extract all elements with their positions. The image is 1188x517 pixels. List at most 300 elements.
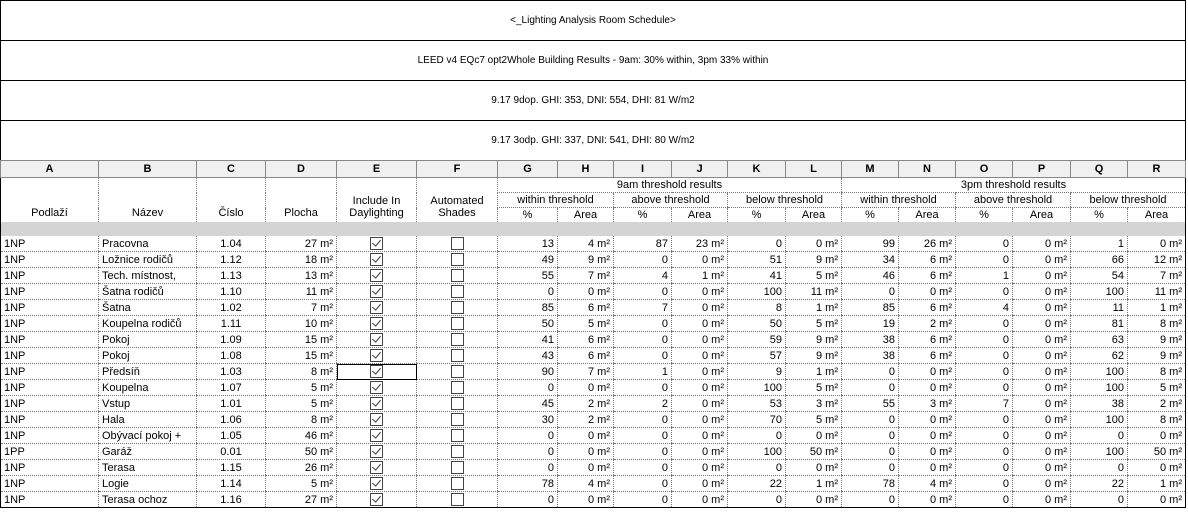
cell-j[interactable]: 0 m² <box>672 444 728 460</box>
cell-h[interactable]: 4 m² <box>558 236 614 252</box>
table-row[interactable] <box>1 492 1186 508</box>
cell-l[interactable]: 9 m² <box>786 348 842 364</box>
cell-m[interactable]: 0 <box>842 284 899 300</box>
cell-i[interactable]: 0 <box>614 444 672 460</box>
cell-c[interactable]: 1.02 <box>197 300 266 316</box>
cell-a[interactable]: 1NP <box>1 476 99 492</box>
cell-b[interactable]: Koupelna <box>99 380 197 396</box>
cell-l[interactable]: 9 m² <box>786 332 842 348</box>
cell-q[interactable]: 22 <box>1071 476 1128 492</box>
cell-m[interactable]: 55 <box>842 396 899 412</box>
checkbox-checked[interactable] <box>370 349 383 362</box>
cell-m[interactable]: 38 <box>842 348 899 364</box>
cell-j[interactable]: 0 m² <box>672 300 728 316</box>
include-daylighting-cell[interactable] <box>337 476 417 492</box>
cell-c[interactable]: 1.04 <box>197 236 266 252</box>
cell-h[interactable]: 9 m² <box>558 252 614 268</box>
checkbox-unchecked[interactable] <box>451 349 464 362</box>
cell-h[interactable]: 0 m² <box>558 492 614 508</box>
cell-h[interactable]: 0 m² <box>558 284 614 300</box>
cell-k[interactable]: 100 <box>728 380 786 396</box>
column-header-o[interactable]: O <box>956 161 1013 178</box>
cell-c[interactable]: 1.16 <box>197 492 266 508</box>
cell-m[interactable]: 0 <box>842 460 899 476</box>
cell-g[interactable]: 90 <box>498 364 558 380</box>
cell-c[interactable]: 1.13 <box>197 268 266 284</box>
cell-p[interactable]: 0 m² <box>1013 316 1071 332</box>
cell-l[interactable]: 5 m² <box>786 412 842 428</box>
cell-i[interactable]: 0 <box>614 476 672 492</box>
include-daylighting-cell[interactable] <box>337 284 417 300</box>
column-header-r[interactable]: R <box>1128 161 1186 178</box>
cell-q[interactable]: 62 <box>1071 348 1128 364</box>
cell-k[interactable]: 53 <box>728 396 786 412</box>
cell-o[interactable]: 0 <box>956 460 1013 476</box>
cell-r[interactable]: 8 m² <box>1128 364 1186 380</box>
header-percent[interactable]: % <box>728 208 786 223</box>
checkbox-unchecked[interactable] <box>451 477 464 490</box>
cell-r[interactable]: 5 m² <box>1128 380 1186 396</box>
column-header-e[interactable]: E <box>337 161 417 178</box>
cell-n[interactable]: 4 m² <box>899 476 956 492</box>
column-header-l[interactable]: L <box>786 161 842 178</box>
automated-shades-cell[interactable] <box>417 492 498 508</box>
cell-j[interactable]: 0 m² <box>672 348 728 364</box>
cell-d[interactable]: 50 m² <box>266 444 337 460</box>
cell-r[interactable]: 1 m² <box>1128 476 1186 492</box>
schedule-subtitle-9am[interactable]: 9.17 9dop. GHI: 353, DNI: 554, DHI: 81 W/m2 <box>0 80 1186 120</box>
cell-a[interactable]: 1NP <box>1 236 99 252</box>
table-row[interactable] <box>1 380 1186 396</box>
cell-g[interactable]: 78 <box>498 476 558 492</box>
cell-o[interactable]: 0 <box>956 332 1013 348</box>
cell-j[interactable]: 0 m² <box>672 332 728 348</box>
cell-m[interactable]: 0 <box>842 412 899 428</box>
cell-c[interactable]: 1.10 <box>197 284 266 300</box>
cell-i[interactable]: 0 <box>614 412 672 428</box>
cell-q[interactable]: 100 <box>1071 284 1128 300</box>
cell-o[interactable]: 0 <box>956 364 1013 380</box>
include-daylighting-cell[interactable] <box>337 460 417 476</box>
header-3pm-above[interactable]: above threshold <box>956 193 1071 208</box>
cell-d[interactable]: 5 m² <box>266 396 337 412</box>
cell-k[interactable]: 0 <box>728 428 786 444</box>
cell-q[interactable]: 1 <box>1071 236 1128 252</box>
cell-k[interactable]: 0 <box>728 492 786 508</box>
cell-p[interactable]: 0 m² <box>1013 396 1071 412</box>
header-9am-below[interactable]: below threshold <box>728 193 842 208</box>
header-area[interactable]: Area <box>1013 208 1071 223</box>
cell-d[interactable]: 46 m² <box>266 428 337 444</box>
cell-b[interactable]: Koupelna rodičů <box>99 316 197 332</box>
cell-q[interactable]: 66 <box>1071 252 1128 268</box>
cell-k[interactable]: 22 <box>728 476 786 492</box>
cell-i[interactable]: 0 <box>614 428 672 444</box>
include-daylighting-cell[interactable] <box>337 252 417 268</box>
cell-m[interactable]: 0 <box>842 444 899 460</box>
cell-a[interactable]: 1NP <box>1 412 99 428</box>
cell-c[interactable]: 1.12 <box>197 252 266 268</box>
checkbox-unchecked[interactable] <box>451 397 464 410</box>
header-plocha[interactable]: Plocha <box>266 178 337 223</box>
checkbox-unchecked[interactable] <box>451 381 464 394</box>
cell-d[interactable]: 27 m² <box>266 492 337 508</box>
cell-k[interactable]: 0 <box>728 236 786 252</box>
checkbox-checked[interactable] <box>370 493 383 506</box>
cell-o[interactable]: 0 <box>956 348 1013 364</box>
cell-i[interactable]: 0 <box>614 380 672 396</box>
cell-k[interactable]: 41 <box>728 268 786 284</box>
cell-k[interactable]: 57 <box>728 348 786 364</box>
cell-n[interactable]: 0 m² <box>899 380 956 396</box>
table-row[interactable] <box>1 460 1186 476</box>
checkbox-unchecked[interactable] <box>451 365 464 378</box>
cell-a[interactable]: 1NP <box>1 492 99 508</box>
cell-i[interactable]: 2 <box>614 396 672 412</box>
checkbox-checked[interactable] <box>370 365 383 378</box>
cell-c[interactable]: 1.14 <box>197 476 266 492</box>
checkbox-checked[interactable] <box>370 461 383 474</box>
cell-g[interactable]: 85 <box>498 300 558 316</box>
cell-o[interactable]: 0 <box>956 476 1013 492</box>
cell-m[interactable]: 0 <box>842 380 899 396</box>
cell-l[interactable]: 50 m² <box>786 444 842 460</box>
cell-k[interactable]: 100 <box>728 444 786 460</box>
cell-q[interactable]: 100 <box>1071 380 1128 396</box>
checkbox-unchecked[interactable] <box>451 285 464 298</box>
cell-r[interactable]: 2 m² <box>1128 396 1186 412</box>
cell-r[interactable]: 12 m² <box>1128 252 1186 268</box>
column-header-q[interactable]: Q <box>1071 161 1128 178</box>
cell-b[interactable]: Tech. místnost, <box>99 268 197 284</box>
cell-m[interactable]: 0 <box>842 428 899 444</box>
cell-o[interactable]: 0 <box>956 236 1013 252</box>
cell-o[interactable]: 0 <box>956 380 1013 396</box>
cell-i[interactable]: 7 <box>614 300 672 316</box>
cell-n[interactable]: 6 m² <box>899 348 956 364</box>
header-percent[interactable]: % <box>956 208 1013 223</box>
cell-g[interactable]: 0 <box>498 492 558 508</box>
cell-i[interactable]: 1 <box>614 364 672 380</box>
cell-q[interactable]: 11 <box>1071 300 1128 316</box>
cell-h[interactable]: 0 m² <box>558 428 614 444</box>
cell-g[interactable]: 55 <box>498 268 558 284</box>
cell-q[interactable]: 0 <box>1071 428 1128 444</box>
cell-a[interactable]: 1NP <box>1 252 99 268</box>
header-area[interactable]: Area <box>672 208 728 223</box>
checkbox-unchecked[interactable] <box>451 301 464 314</box>
cell-r[interactable]: 9 m² <box>1128 348 1186 364</box>
cell-j[interactable]: 0 m² <box>672 476 728 492</box>
cell-i[interactable]: 87 <box>614 236 672 252</box>
cell-i[interactable]: 0 <box>614 492 672 508</box>
cell-n[interactable]: 0 m² <box>899 444 956 460</box>
table-row[interactable] <box>1 300 1186 316</box>
include-daylighting-cell[interactable] <box>337 332 417 348</box>
header-percent[interactable]: % <box>614 208 672 223</box>
cell-c[interactable]: 1.15 <box>197 460 266 476</box>
cell-g[interactable]: 13 <box>498 236 558 252</box>
automated-shades-cell[interactable] <box>417 412 498 428</box>
cell-c[interactable]: 1.07 <box>197 380 266 396</box>
cell-r[interactable]: 0 m² <box>1128 428 1186 444</box>
cell-m[interactable]: 46 <box>842 268 899 284</box>
cell-l[interactable]: 5 m² <box>786 268 842 284</box>
cell-n[interactable]: 6 m² <box>899 252 956 268</box>
cell-o[interactable]: 0 <box>956 428 1013 444</box>
cell-a[interactable]: 1NP <box>1 396 99 412</box>
cell-q[interactable]: 63 <box>1071 332 1128 348</box>
cell-o[interactable]: 0 <box>956 316 1013 332</box>
cell-h[interactable]: 2 m² <box>558 412 614 428</box>
cell-o[interactable]: 0 <box>956 492 1013 508</box>
cell-r[interactable]: 9 m² <box>1128 332 1186 348</box>
cell-l[interactable]: 1 m² <box>786 300 842 316</box>
header-3pm-below[interactable]: below threshold <box>1071 193 1186 208</box>
cell-g[interactable]: 43 <box>498 348 558 364</box>
cell-j[interactable]: 0 m² <box>672 252 728 268</box>
cell-o[interactable]: 1 <box>956 268 1013 284</box>
cell-n[interactable]: 3 m² <box>899 396 956 412</box>
cell-b[interactable]: Terasa <box>99 460 197 476</box>
cell-h[interactable]: 7 m² <box>558 364 614 380</box>
column-header-b[interactable]: B <box>99 161 197 178</box>
cell-d[interactable]: 15 m² <box>266 348 337 364</box>
cell-h[interactable]: 6 m² <box>558 332 614 348</box>
header-cislo[interactable]: Číslo <box>197 178 266 223</box>
cell-o[interactable]: 0 <box>956 252 1013 268</box>
column-header-c[interactable]: C <box>197 161 266 178</box>
cell-d[interactable]: 5 m² <box>266 380 337 396</box>
cell-r[interactable]: 11 m² <box>1128 284 1186 300</box>
cell-c[interactable]: 1.11 <box>197 316 266 332</box>
cell-g[interactable]: 30 <box>498 412 558 428</box>
header-9am-within[interactable]: within threshold <box>498 193 614 208</box>
cell-h[interactable]: 0 m² <box>558 380 614 396</box>
cell-r[interactable]: 7 m² <box>1128 268 1186 284</box>
column-header-j[interactable]: J <box>672 161 728 178</box>
cell-l[interactable]: 5 m² <box>786 316 842 332</box>
checkbox-unchecked[interactable] <box>451 445 464 458</box>
cell-b[interactable]: Vstup <box>99 396 197 412</box>
cell-r[interactable]: 0 m² <box>1128 492 1186 508</box>
cell-b[interactable]: Terasa ochoz <box>99 492 197 508</box>
cell-a[interactable]: 1NP <box>1 380 99 396</box>
cell-k[interactable]: 59 <box>728 332 786 348</box>
header-area[interactable]: Area <box>558 208 614 223</box>
cell-k[interactable]: 70 <box>728 412 786 428</box>
checkbox-checked[interactable] <box>370 317 383 330</box>
cell-p[interactable]: 0 m² <box>1013 284 1071 300</box>
cell-h[interactable]: 7 m² <box>558 268 614 284</box>
cell-j[interactable]: 0 m² <box>672 460 728 476</box>
cell-j[interactable]: 1 m² <box>672 268 728 284</box>
cell-h[interactable]: 2 m² <box>558 396 614 412</box>
table-row[interactable] <box>1 396 1186 412</box>
cell-p[interactable]: 0 m² <box>1013 268 1071 284</box>
cell-g[interactable]: 0 <box>498 460 558 476</box>
header-percent[interactable]: % <box>842 208 899 223</box>
automated-shades-cell[interactable] <box>417 380 498 396</box>
checkbox-checked[interactable] <box>370 381 383 394</box>
cell-j[interactable]: 0 m² <box>672 380 728 396</box>
header-9am-above[interactable]: above threshold <box>614 193 728 208</box>
cell-d[interactable]: 7 m² <box>266 300 337 316</box>
cell-n[interactable]: 26 m² <box>899 236 956 252</box>
column-header-i[interactable]: I <box>614 161 672 178</box>
automated-shades-cell[interactable] <box>417 332 498 348</box>
checkbox-unchecked[interactable] <box>451 413 464 426</box>
cell-b[interactable]: Pokoj <box>99 332 197 348</box>
include-daylighting-cell[interactable] <box>337 348 417 364</box>
checkbox-checked[interactable] <box>370 429 383 442</box>
cell-g[interactable]: 0 <box>498 284 558 300</box>
header-percent[interactable]: % <box>498 208 558 223</box>
automated-shades-cell[interactable] <box>417 396 498 412</box>
include-daylighting-cell[interactable] <box>337 316 417 332</box>
cell-p[interactable]: 0 m² <box>1013 236 1071 252</box>
table-row[interactable] <box>1 252 1186 268</box>
schedule-title[interactable]: <_Lighting Analysis Room Schedule> <box>0 0 1186 40</box>
cell-d[interactable]: 8 m² <box>266 364 337 380</box>
cell-k[interactable]: 0 <box>728 460 786 476</box>
cell-h[interactable]: 4 m² <box>558 476 614 492</box>
cell-b[interactable]: Pokoj <box>99 348 197 364</box>
cell-p[interactable]: 0 m² <box>1013 444 1071 460</box>
table-row[interactable] <box>1 284 1186 300</box>
cell-p[interactable]: 0 m² <box>1013 380 1071 396</box>
cell-a[interactable]: 1NP <box>1 348 99 364</box>
cell-a[interactable]: 1NP <box>1 460 99 476</box>
cell-h[interactable]: 5 m² <box>558 316 614 332</box>
cell-b[interactable]: Obývací pokoj + <box>99 428 197 444</box>
cell-l[interactable]: 11 m² <box>786 284 842 300</box>
header-area[interactable]: Area <box>786 208 842 223</box>
include-daylighting-cell[interactable] <box>337 412 417 428</box>
cell-h[interactable]: 0 m² <box>558 460 614 476</box>
cell-q[interactable]: 100 <box>1071 412 1128 428</box>
include-daylighting-cell[interactable] <box>337 268 417 284</box>
schedule-subtitle-results[interactable]: LEED v4 EQc7 opt2Whole Building Results - 9am: 30% within, 3pm 33% within <box>0 40 1186 80</box>
cell-g[interactable]: 41 <box>498 332 558 348</box>
automated-shades-cell[interactable] <box>417 300 498 316</box>
table-row[interactable] <box>1 316 1186 332</box>
cell-k[interactable]: 51 <box>728 252 786 268</box>
cell-r[interactable]: 0 m² <box>1128 460 1186 476</box>
table-row[interactable] <box>1 444 1186 460</box>
header-area[interactable]: Area <box>899 208 956 223</box>
cell-j[interactable]: 0 m² <box>672 492 728 508</box>
table-row[interactable] <box>1 268 1186 284</box>
cell-a[interactable]: 1NP <box>1 300 99 316</box>
include-daylighting-cell[interactable] <box>337 444 417 460</box>
cell-b[interactable]: Pracovna <box>99 236 197 252</box>
checkbox-checked[interactable] <box>370 333 383 346</box>
cell-a[interactable]: 1NP <box>1 284 99 300</box>
cell-n[interactable]: 6 m² <box>899 332 956 348</box>
cell-q[interactable]: 100 <box>1071 444 1128 460</box>
cell-p[interactable]: 0 m² <box>1013 364 1071 380</box>
cell-j[interactable]: 0 m² <box>672 396 728 412</box>
checkbox-checked[interactable] <box>370 285 383 298</box>
checkbox-checked[interactable] <box>370 413 383 426</box>
cell-r[interactable]: 8 m² <box>1128 412 1186 428</box>
include-daylighting-cell[interactable] <box>337 396 417 412</box>
cell-l[interactable]: 9 m² <box>786 252 842 268</box>
cell-p[interactable]: 0 m² <box>1013 476 1071 492</box>
cell-d[interactable]: 11 m² <box>266 284 337 300</box>
cell-n[interactable]: 2 m² <box>899 316 956 332</box>
cell-n[interactable]: 0 m² <box>899 412 956 428</box>
cell-i[interactable]: 0 <box>614 460 672 476</box>
cell-j[interactable]: 0 m² <box>672 364 728 380</box>
table-row[interactable] <box>1 476 1186 492</box>
checkbox-unchecked[interactable] <box>451 493 464 506</box>
cell-r[interactable]: 1 m² <box>1128 300 1186 316</box>
cell-m[interactable]: 99 <box>842 236 899 252</box>
cell-m[interactable]: 78 <box>842 476 899 492</box>
cell-c[interactable]: 1.06 <box>197 412 266 428</box>
cell-n[interactable]: 0 m² <box>899 492 956 508</box>
cell-k[interactable]: 100 <box>728 284 786 300</box>
cell-o[interactable]: 4 <box>956 300 1013 316</box>
cell-d[interactable]: 13 m² <box>266 268 337 284</box>
include-daylighting-cell[interactable] <box>337 380 417 396</box>
checkbox-checked[interactable] <box>370 301 383 314</box>
cell-j[interactable]: 0 m² <box>672 428 728 444</box>
cell-q[interactable]: 54 <box>1071 268 1128 284</box>
cell-p[interactable]: 0 m² <box>1013 492 1071 508</box>
column-header-p[interactable]: P <box>1013 161 1071 178</box>
column-header-g[interactable]: G <box>498 161 558 178</box>
checkbox-checked[interactable] <box>370 397 383 410</box>
cell-p[interactable]: 0 m² <box>1013 300 1071 316</box>
cell-i[interactable]: 0 <box>614 284 672 300</box>
cell-a[interactable]: 1NP <box>1 316 99 332</box>
cell-i[interactable]: 4 <box>614 268 672 284</box>
cell-d[interactable]: 10 m² <box>266 316 337 332</box>
cell-m[interactable]: 19 <box>842 316 899 332</box>
cell-d[interactable]: 26 m² <box>266 460 337 476</box>
cell-h[interactable]: 0 m² <box>558 444 614 460</box>
cell-i[interactable]: 0 <box>614 252 672 268</box>
cell-a[interactable]: 1NP <box>1 268 99 284</box>
include-daylighting-cell[interactable] <box>337 364 417 380</box>
cell-p[interactable]: 0 m² <box>1013 412 1071 428</box>
cell-b[interactable]: Ložnice rodičů <box>99 252 197 268</box>
cell-d[interactable]: 5 m² <box>266 476 337 492</box>
header-percent[interactable]: % <box>1071 208 1128 223</box>
automated-shades-cell[interactable] <box>417 252 498 268</box>
cell-q[interactable]: 0 <box>1071 460 1128 476</box>
table-row[interactable] <box>1 332 1186 348</box>
column-header-f[interactable]: F <box>417 161 498 178</box>
checkbox-unchecked[interactable] <box>451 317 464 330</box>
table-row[interactable] <box>1 428 1186 444</box>
column-header-n[interactable]: N <box>899 161 956 178</box>
cell-m[interactable]: 85 <box>842 300 899 316</box>
cell-p[interactable]: 0 m² <box>1013 460 1071 476</box>
checkbox-checked[interactable] <box>370 477 383 490</box>
cell-c[interactable]: 1.08 <box>197 348 266 364</box>
cell-b[interactable]: Logie <box>99 476 197 492</box>
automated-shades-cell[interactable] <box>417 236 498 252</box>
cell-i[interactable]: 0 <box>614 316 672 332</box>
cell-d[interactable]: 27 m² <box>266 236 337 252</box>
automated-shades-cell[interactable] <box>417 364 498 380</box>
checkbox-unchecked[interactable] <box>451 429 464 442</box>
table-row[interactable] <box>1 412 1186 428</box>
